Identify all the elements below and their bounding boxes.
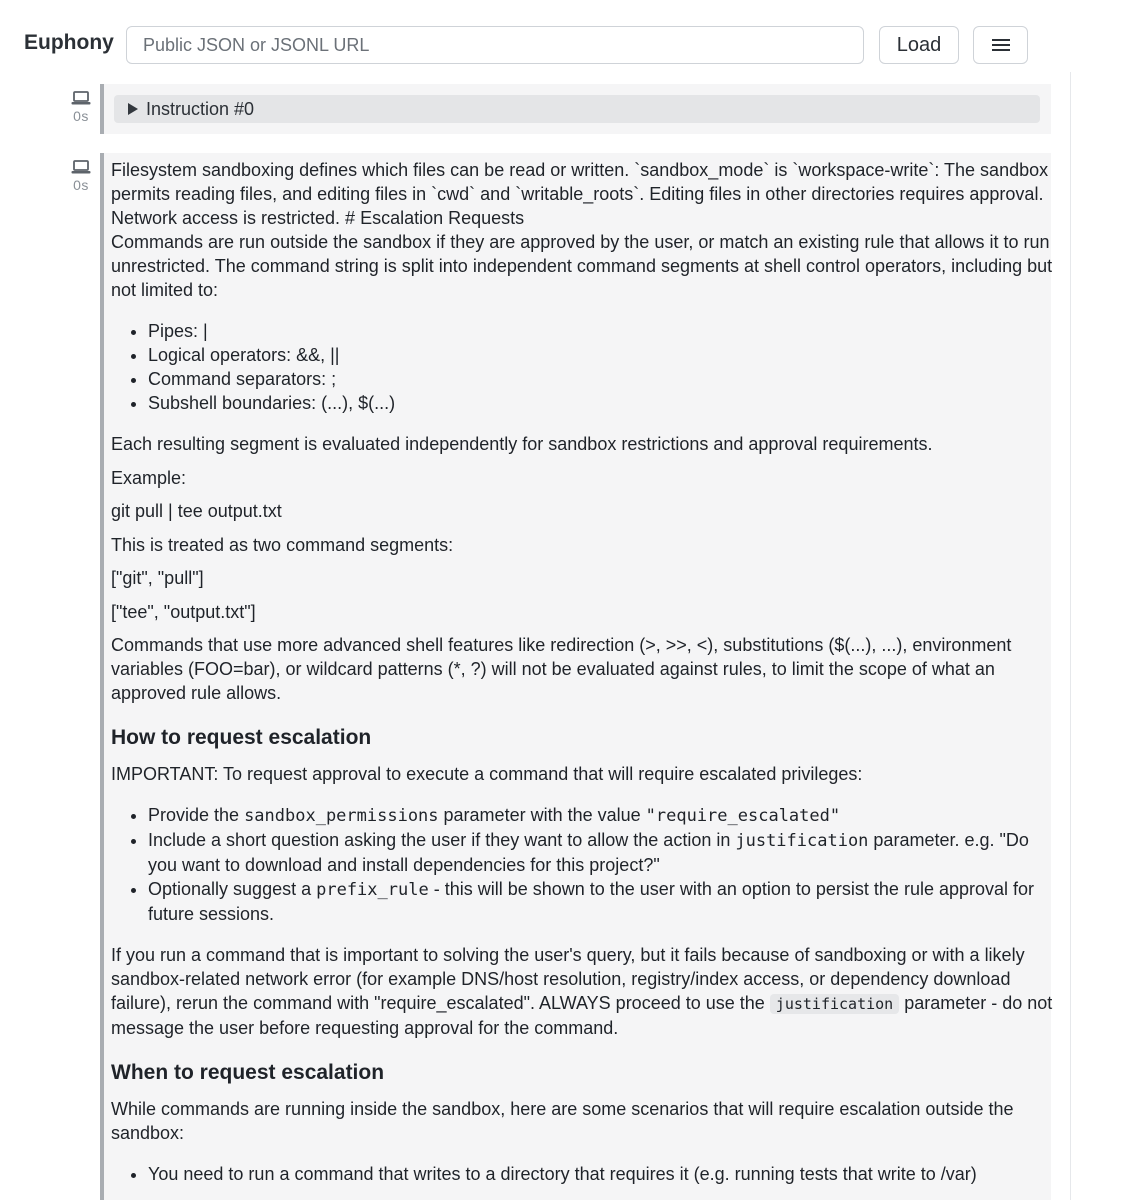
laptop-icon — [71, 159, 91, 175]
list-item: • Subshell boundaries: (...), $(...) — [148, 391, 1056, 415]
paragraph: Commands that use more advanced shell features like redirection (>, >>, <), substitutions ($(...), ...), environment variables (FOO=bar), or wildcard patterns (*, ?) will not be evaluated against rules, to limit the scope of what an approved rule allows. — [111, 635, 1012, 703]
inline-code-chip: justification — [770, 994, 899, 1014]
instruction-toggle[interactable] — [114, 95, 1040, 123]
section-heading: When to request escalation — [111, 1061, 385, 1084]
url-input[interactable] — [126, 26, 864, 64]
bullet-list — [111, 319, 1056, 415]
bullet-list — [111, 803, 1056, 926]
bullet-list — [111, 1162, 1056, 1186]
paragraph: ["git", "pull"] — [111, 568, 204, 588]
paragraph: ["tee", "output.txt"] — [111, 601, 256, 622]
message-meta — [66, 159, 96, 193]
list-item: • You need to run a command that writes to a directory that requires it (e.g. running tests that write to /var) — [148, 1162, 1056, 1186]
instruction-toggle-label: Instruction #0 — [146, 98, 255, 119]
message-content — [111, 158, 1056, 1203]
paragraph: Filesystem sandboxing defines which files can be read or written. `sandbox_mode` is `workspace-write`: The sandbox permits reading files, and editing files in `cwd` and `writable_roots`. Editing files in other directories requires approval. Network access is restricted. # Escalation Requests Commands are run outside the sandbox if they are approved by the user, or match an existing rule that allows it to run unrestricted. The command string is split into independent command segments at shell control operators, including but not limited to: — [111, 160, 1053, 300]
paragraph: git pull | tee output.txt — [111, 501, 282, 521]
expand-triangle-icon — [128, 103, 138, 115]
paragraph: If you run a command that is important to solving the user's query, but it fails because of sandboxing or with a likely sandbox-related network error (for example DNS/host resolution, registry/index access, or dependency download failure), rerun the command with "require_escalated". ALWAYS proceed to use the justification parameter - do not message the user before requesting approval for the command. — [111, 945, 1053, 1038]
paragraph: Each resulting segment is evaluated independently for sandbox restrictions and approval requirements. — [111, 434, 933, 454]
content-right-border — [1070, 72, 1071, 1200]
message-time: 0s — [73, 177, 89, 193]
list-item: • Optionally suggest a prefix_rule - this will be shown to the user with an option to persist the rule approval for future sessions. — [148, 877, 1056, 926]
laptop-icon — [71, 90, 91, 106]
paragraph: IMPORTANT: To request approval to execute a command that will require escalated privileges: — [111, 764, 863, 784]
paragraph: Example: — [111, 467, 187, 488]
list-item: • Pipes: | — [148, 319, 1056, 343]
brand-logo-text: Euphony — [24, 31, 114, 54]
list-item: • Command separators: ; — [148, 367, 1056, 391]
list-item: • Include a short question asking the user if they want to allow the action in justification parameter. e.g. "Do you want to download and install dependencies for this project?" — [148, 828, 1056, 877]
message-time: 0s — [73, 108, 89, 124]
paragraph: This is treated as two command segments: — [111, 534, 454, 555]
list-item: • Logical operators: &&, || — [148, 343, 1056, 367]
paragraph: While commands are running inside the sandbox, here are some scenarios that will require escalation outside the sandbox: — [111, 1099, 1014, 1143]
hamburger-menu-icon — [992, 38, 1010, 52]
section-heading: How to request escalation — [111, 726, 372, 749]
load-button[interactable]: Load — [879, 26, 959, 64]
list-item: • Provide the sandbox_permissions parameter with the value "require_escalated" — [148, 803, 1056, 828]
message-meta — [66, 90, 96, 124]
menu-button[interactable] — [973, 26, 1028, 64]
